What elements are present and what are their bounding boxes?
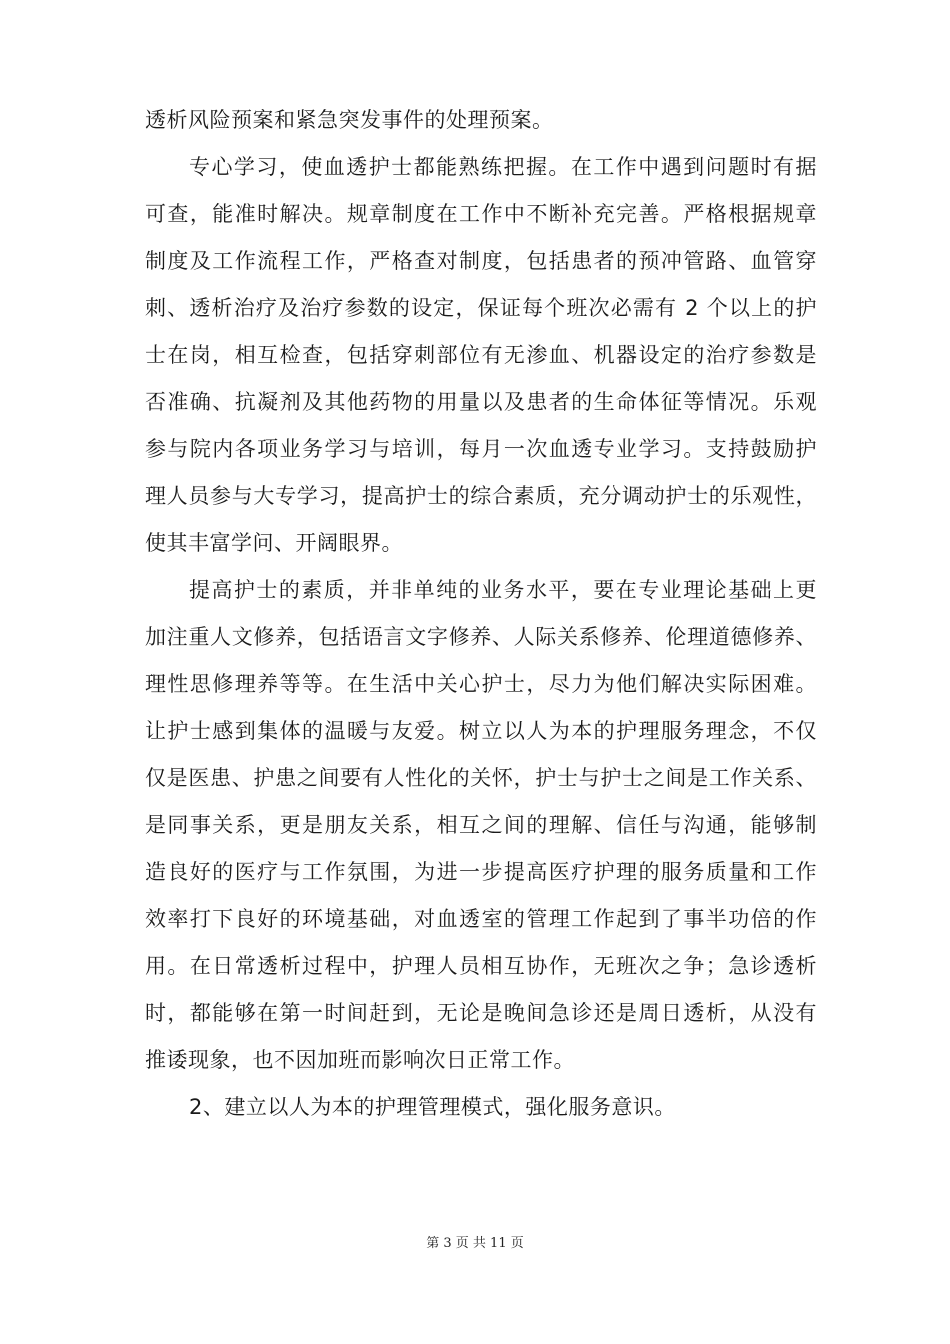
text-line: 造良好的医疗与工作氛围，为进一步提高医疗护理的服务质量和工作 bbox=[145, 860, 817, 884]
page-number-footer: 第 3 页 共 11 页 bbox=[426, 1236, 524, 1251]
text-line: 制度及工作流程工作，严格查对制度，包括患者的预冲管路、血管穿 bbox=[145, 249, 817, 273]
text-line: 可查，能准时解决。规章制度在工作中不断补充完善。严格根据规章 bbox=[145, 202, 817, 226]
text-line: 提高护士的素质，并非单纯的业务水平，要在专业理论基础上更 bbox=[189, 578, 817, 602]
text-line: 理人员参与大专学习，提高护士的综合素质，充分调动护士的乐观性， bbox=[145, 484, 817, 508]
text-line: 效率打下良好的环境基础，对血透室的管理工作起到了事半功倍的作 bbox=[145, 907, 817, 931]
text-line: 用。在日常透析过程中，护理人员相互协作，无班次之争；急诊透析 bbox=[145, 954, 817, 978]
text-line: 时，都能够在第一时间赶到，无论是晚间急诊还是周日透析，从没有 bbox=[145, 1001, 817, 1025]
text-line: 使其丰富学问、开阔眼界。 bbox=[145, 531, 403, 555]
text-line: 否准确、抗凝剂及其他药物的用量以及患者的生命体征等情况。乐观 bbox=[145, 390, 817, 414]
text-line: 推诿现象，也不因加班而影响次日正常工作。 bbox=[145, 1048, 575, 1072]
text-line: 参与院内各项业务学习与培训，每月一次血透专业学习。支持鼓励护 bbox=[145, 437, 817, 461]
text-line: 士在岗，相互检查，包括穿刺部位有无渗血、机器设定的治疗参数是 bbox=[145, 343, 817, 367]
text-line: 刺、透析治疗及治疗参数的设定，保证每个班次必需有 2 个以上的护 bbox=[145, 296, 817, 320]
text-line: 透析风险预案和紧急突发事件的处理预案。 bbox=[145, 108, 554, 132]
text-line: 让护士感到集体的温暖与友爱。树立以人为本的护理服务理念，不仅 bbox=[145, 719, 817, 743]
text-line: 加注重人文修养，包括语言文字修养、人际关系修养、伦理道德修养、 bbox=[145, 625, 817, 649]
document-body bbox=[145, 97, 817, 1131]
text-line: 2、建立以人为本的护理管理模式，强化服务意识。 bbox=[189, 1095, 676, 1119]
text-line: 仅是医患、护患之间要有人性化的关怀，护士与护士之间是工作关系、 bbox=[145, 766, 817, 790]
text-line: 理性思修理养等等。在生活中关心护士，尽力为他们解决实际困难。 bbox=[145, 672, 817, 696]
text-line: 是同事关系，更是朋友关系，相互之间的理解、信任与沟通，能够制 bbox=[145, 813, 817, 837]
text-line: 专心学习，使血透护士都能熟练把握。在工作中遇到问题时有据 bbox=[189, 155, 817, 179]
